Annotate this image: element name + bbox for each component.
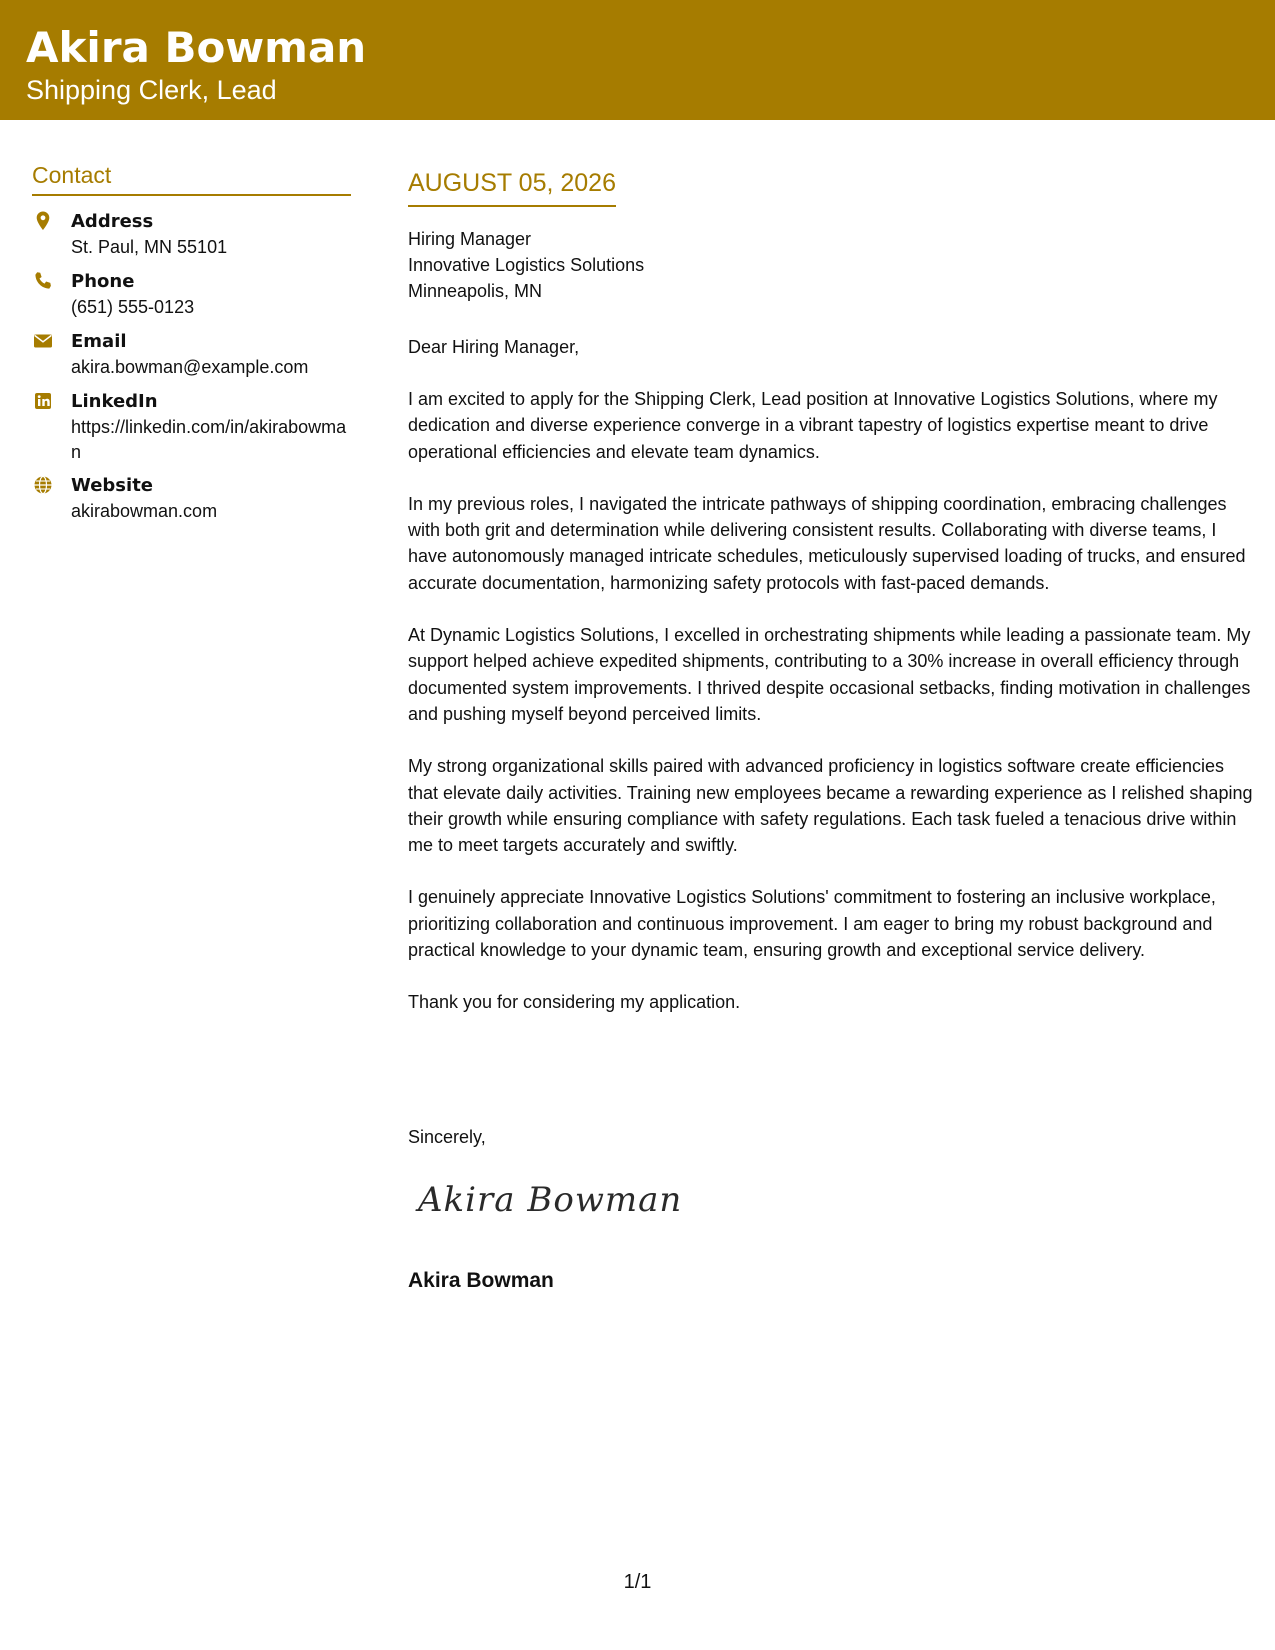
handwritten-signature: Akira Bowman <box>418 1180 683 1220</box>
contact-heading: Contact <box>32 161 351 196</box>
contact-label-website: Website <box>71 475 154 496</box>
signed-name: Akira Bowman <box>408 1269 554 1292</box>
contact-value-linkedin[interactable]: https://linkedin.com/in/akirabowman <box>71 417 347 462</box>
recipient-name: Hiring Manager <box>408 229 532 249</box>
paragraph: I genuinely appreciate Innovative Logistics Solutions' commitment to fostering an inclusive workplace, prioritizing collaboration and continuous improvement. I am eager to bring my robust background and practical knowledge to your dynamic team, ensuring growth and exceptional service delivery. <box>408 887 1216 961</box>
applicant-name: Akira Bowman <box>26 23 367 72</box>
header-banner <box>0 0 1275 120</box>
paragraph: At Dynamic Logistics Solutions, I excelled in orchestrating shipments while leading a passionate team. My support helped achieve expedited shipments, contributing to a 30% increase in overall efficiency through documented system improvements. I thrived despite occasional setbacks, finding motivation in challenges and pushing myself beyond perceived limits. <box>408 625 1251 724</box>
recipient-company: Innovative Logistics Solutions <box>408 255 645 275</box>
map-pin-icon <box>32 210 54 232</box>
page-number: 1/1 <box>623 1571 652 1593</box>
paragraph: Thank you for considering my application. <box>408 992 741 1013</box>
paragraph: I am excited to apply for the Shipping Clerk, Lead position at Innovative Logistics Solutions, where my dedication and diverse experience converge in a vibrant tapestry of logistics expertise meant to drive operational efficiencies and elevate team dynamics. <box>408 389 1218 462</box>
letter-date: AUGUST 05, 2026 <box>408 167 616 207</box>
contact-value-email[interactable]: akira.bowman@example.com <box>71 357 309 377</box>
contact-value-phone: (651) 555-0123 <box>71 297 195 317</box>
contact-label-email: Email <box>71 331 127 352</box>
contact-label-address: Address <box>71 211 154 232</box>
linkedin-icon <box>32 390 54 412</box>
letter-body <box>408 386 1254 1042</box>
salutation: Dear Hiring Manager, <box>408 337 580 357</box>
job-title: Shipping Clerk, Lead <box>26 75 277 105</box>
contact-value-address: St. Paul, MN 55101 <box>71 237 228 257</box>
recipient-location: Minneapolis, MN <box>408 281 543 301</box>
recipient-block <box>408 226 1248 304</box>
contact-label-phone: Phone <box>71 271 135 292</box>
globe-icon <box>32 474 54 496</box>
contact-label-linkedin: LinkedIn <box>71 391 158 412</box>
paragraph: My strong organizational skills paired with advanced proficiency in logistics software create efficiencies that elevate daily activities. Training new employees became a rewarding experience as I relished shaping their growth while ensuring compliance with safety regulations. Each task fueled a tenacious drive within me to meet targets accurately and swiftly. <box>408 756 1253 856</box>
paragraph: In my previous roles, I navigated the intricate pathways of shipping coordination, embracing challenges with both grit and determination while delivering consistent results. Collaborating with diverse teams, I have autonomously managed intricate schedules, meticulously supervised loading of trucks, and ensured accurate documentation, harmonizing safety protocols with fast-paced demands. <box>408 493 1246 593</box>
closing: Sincerely, <box>408 1127 486 1147</box>
phone-icon <box>32 270 54 292</box>
email-icon <box>32 330 54 352</box>
contact-value-website[interactable]: akirabowman.com <box>71 501 218 521</box>
